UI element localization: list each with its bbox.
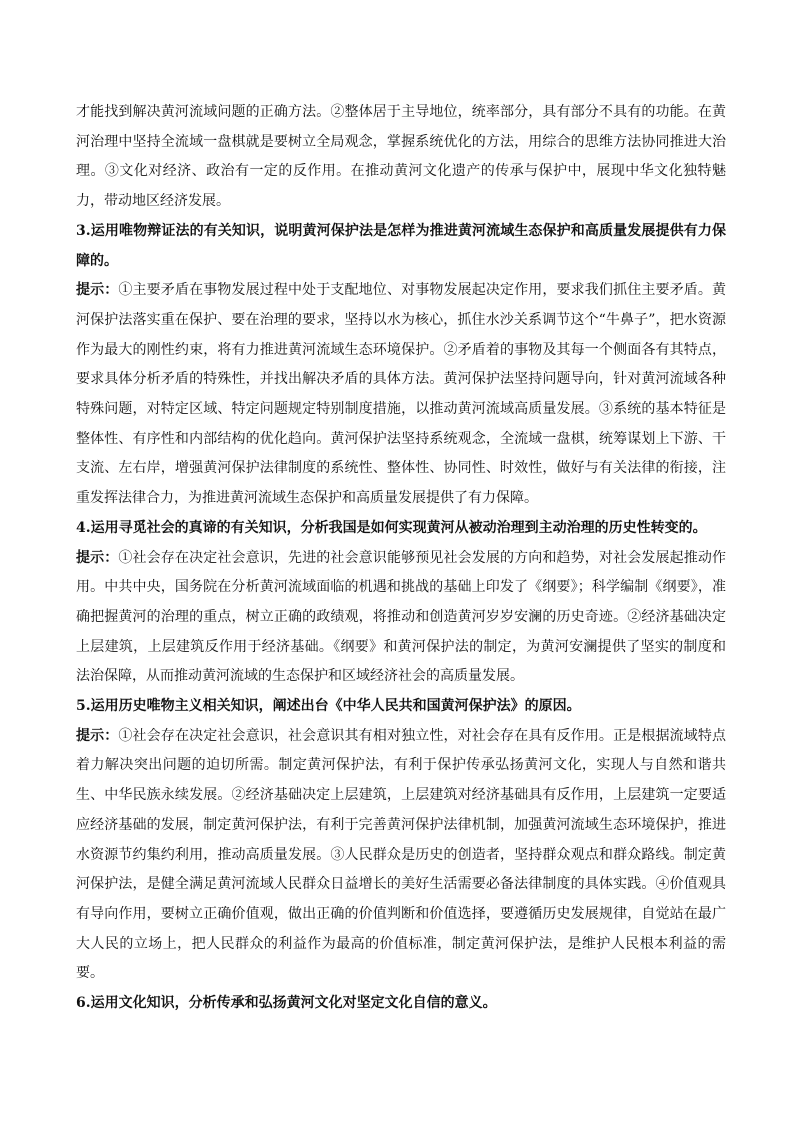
document-content — [76, 98, 726, 1019]
hint-text: ①社会存在决定社会意识，社会意识其有相对独立性，对社会存在具有反作用。正是根据流域特点着力解决突出问题的迫切所需。制定黄河保护法，有利于保护传承弘扬黄河文化，实现人与自然和谐共生、中华民族永续发展。②经济基础决定上层建筑，上层建筑对经济基础具有反作用，上层建筑一定要适应经济基础的发展，制定黄河保护法，有利于完善黄河保护法律机制，加强黄河流域生态环境保护，推进水资源节约集约利用，推动高质量发展。③人民群众是历史的创造者，坚持群众观点和群众路线。制定黄河保护法，是健全满足黄河流域人民群众日益增长的美好生活需要必备法律制度的具体实践。④价值观具有导向作用，要树立正确价值观，做出正确的价值判断和价值选择，要遵循历史发展规律，自觉站在最广大人民的立场上，把人民群众的利益作为最高的价值标准，制定黄河保护法，是维护人民根本利益的需要。 — [76, 727, 727, 982]
hint-text: ①社会存在决定社会意识，先进的社会意识能够预见社会发展的方向和趋势，对社会发展起推动作用。中共中央，国务院在分析黄河流域面临的机遇和挑战的基础上印发了《纲要》；科学编制《纲要》，准确把握黄河的治理的重点，树立正确的政绩观，将推动和创造黄河岁岁安澜的历史奇迹。②经济基础决定上层建筑，上层建筑反作用于经济基础。《纲要》和黄河保护法的制定，为黄河安澜提供了坚实的制度和法治保障，从而推动黄河流域的生态保护和区域经济社会的高质量发展。 — [76, 549, 727, 685]
hint-label: 提示： — [76, 282, 119, 299]
question-5: 5.运用历史唯物主义相关知识，阐述出台《中华人民共和国黄河保护法》的原因。 — [76, 698, 581, 715]
hint-label: 提示： — [76, 727, 119, 744]
hint-label: 提示： — [76, 549, 119, 566]
intro-paragraph: 才能找到解决黄河流域问题的正确方法。②整体居于主导地位，统率部分，具有部分不具有的功能。在黄河治理中坚持全流域一盘棋就是要树立全局观念，掌握系统优化的方法，用综合的思维方法协同推进大治理。③文化对经济、政治有一定的反作用。在推动黄河文化遗产的传承与保护中，展现中华文化独特魅力，带动地区经济发展。 — [76, 104, 726, 210]
hint-5 — [76, 722, 726, 989]
hint-text: ①主要矛盾在事物发展过程中处于支配地位、对事物发展起决定作用，要求我们抓住主要矛盾。黄河保护法落实重在保护、要在治理的要求，坚持以水为核心，抓住水沙关系调节这个“牛鼻子”，把水资源作为最大的刚性约束，将有力推进黄河流域生态环境保护。②矛盾着的事物及其每一个侧面各有其特点，要求具体分析矛盾的特殊性，并找出解决矛盾的具体方法。黄河保护法坚持问题导向，针对黄河流域各种特殊问题，对特定区域、特定问题规定特别制度措施，以推动黄河流域高质量发展。③系统的基本特征是整体性、有序性和内部结构的优化趋向。黄河保护法坚持系统观念，全流域一盘棋，统筹谋划上下游、干支流、左右岸，增强黄河保护法律制度的系统性、整体性、协同性、时效性，做好与有关法律的衔接，注重发挥法律合力，为推进黄河流域生态保护和高质量发展提供了有力保障。 — [76, 282, 727, 507]
hint-4 — [76, 544, 726, 693]
question-4: 4.运用寻觅社会的真谛的有关知识，分析我国是如何实现黄河从被动治理到主动治理的历史性转变的。 — [76, 519, 707, 536]
question-6: 6.运用文化知识，分析传承和弘扬黄河文化对坚定文化自信的意义。 — [76, 995, 497, 1012]
question-3: 3.运用唯物辩证法的有关知识，说明黄河保护法是怎样为推进黄河流域生态保护和高质量发展提供有力保障的。 — [76, 222, 726, 269]
hint-3 — [76, 276, 726, 514]
